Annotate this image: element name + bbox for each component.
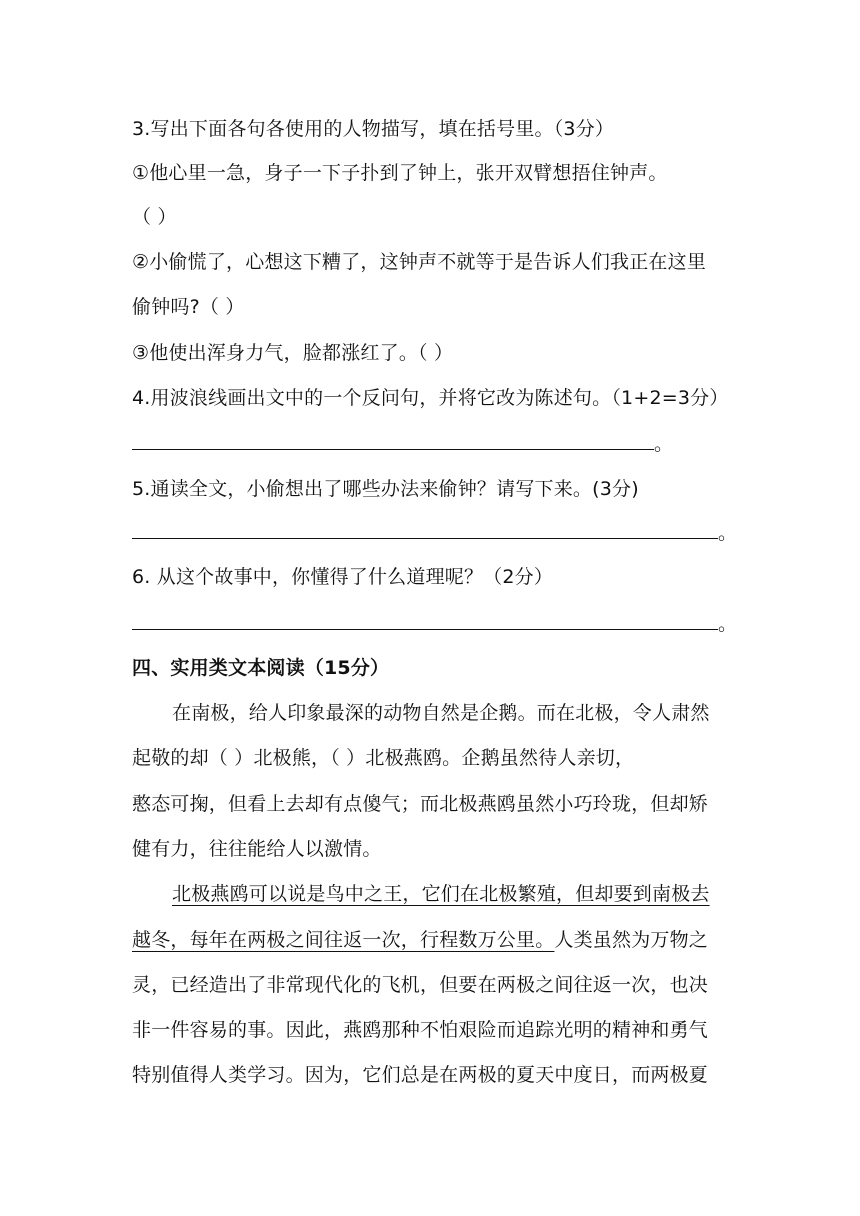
q3-title: 3.写出下面各句各使用的人物描写，填在括号里。（3分） [132,118,615,140]
p1-line-1: 在南极，给人印象最深的动物自然是企鹅。而在北极，令人肃然 [172,702,710,724]
p2-line-5: 特别值得人类学习。因为，它们总是在两极的夏天中度日，而两极夏 [132,1064,709,1086]
q3-sentence-1: ①他心里一急，身子一下子扑到了钟上，张开双臂想捂住钟声。 [132,162,668,184]
p2-line-2-rest: 人类虽然为万物之 [554,929,709,951]
p1-line-3: 憨态可掬，但看上去却有点傻气；而北极燕鸥虽然小巧玲珑，但却矫 [132,793,709,815]
q6-answer-line[interactable] [132,609,737,637]
q6-blank[interactable] [132,609,718,630]
p2-line-2-underlined: 越冬，每年在两极之间往返一次，行程数万公里。 [132,929,555,951]
q3-sentence-3: ③他使出浑身力气，脸都涨红了。（ ） [132,342,454,364]
q3-sentence-2: ②小偷慌了，心想这下糟了，这钟声不就等于是告诉人们我正在这里 [132,251,707,273]
q6-period: 。 [718,613,738,635]
q5-period: 。 [718,522,738,544]
q3-sentence-2-cont: 偷钟吗?（ ） [132,296,245,318]
q4-answer-line[interactable] [132,429,673,457]
q6-title: 6. 从这个故事中，你懂得了什么道理呢？（2分） [132,566,554,588]
q4-blank[interactable] [132,429,654,450]
q5-title: 5.通读全文，小偷想出了哪些办法来偷钟？请写下来。(3分) [132,478,639,500]
q3-answer-paren-1[interactable]: （ ） [132,206,177,228]
section-4-heading: 四、实用类文本阅读（15分） [132,657,390,679]
p2-line-3: 灵，已经造出了非常现代化的飞机，但要在两极之间往返一次，也决 [132,974,709,996]
q4-period: 。 [654,433,674,455]
q4-title: 4.用波浪线画出文中的一个反问句，并将它改为陈述句。（1+2=3分） [132,387,729,409]
p2-line-2 [132,927,708,953]
q5-answer-line[interactable] [132,518,737,546]
p2-line-4: 非一件容易的事。因此，燕鸥那种不怕艰险而追踪光明的精神和勇气 [132,1019,709,1041]
p1-line-4: 健有力，往往能给人以激情。 [132,838,382,860]
q5-blank[interactable] [132,518,718,539]
p1-line-2: 起敬的却（ ）北极熊，（ ）北极燕鸥。企鹅虽然待人亲切， [132,747,635,769]
p2-line-1-underlined: 北极燕鸥可以说是鸟中之王，它们在北极繁殖，但却要到南极去 [172,883,710,905]
